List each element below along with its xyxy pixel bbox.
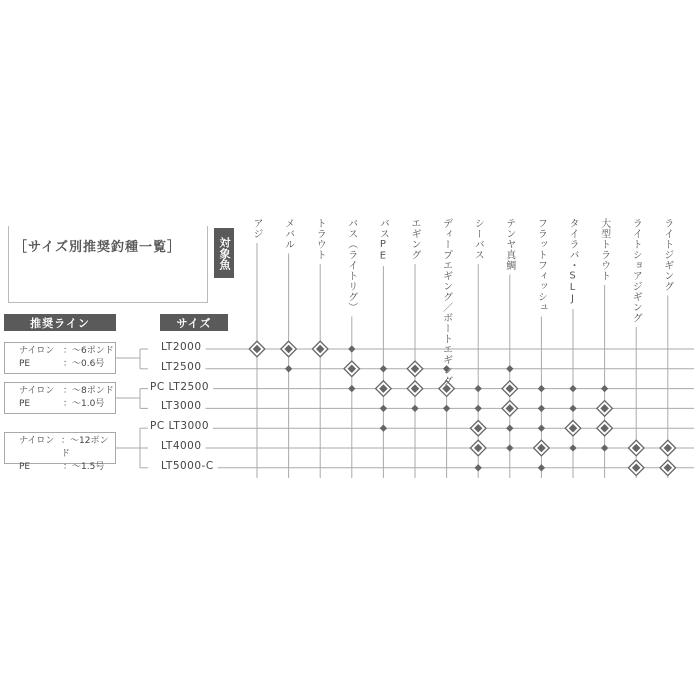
suitable-marker bbox=[601, 385, 608, 392]
line-value: ：～12ポンド bbox=[61, 436, 109, 459]
suitable-marker bbox=[380, 405, 387, 412]
fish-column-label: ディープエギング／ボートエギング bbox=[440, 218, 452, 386]
line-type: PE bbox=[19, 462, 31, 472]
fish-column-label: バス（ライトリグ） bbox=[345, 218, 357, 313]
line-type: ナイロン bbox=[19, 436, 55, 446]
suitable-marker bbox=[475, 385, 482, 392]
suitable-marker bbox=[285, 365, 292, 372]
suitable-marker bbox=[569, 444, 576, 451]
size-row-label: LT3000 bbox=[161, 400, 202, 413]
suitable-marker bbox=[506, 444, 513, 451]
suitable-marker bbox=[506, 425, 513, 432]
fish-column-label: タイラバ・SLJ bbox=[567, 218, 578, 305]
size-row-label: PC LT2500 bbox=[150, 380, 210, 393]
fish-column-label: シーバス bbox=[472, 218, 484, 260]
fish-column-label: ライトジギング bbox=[661, 218, 673, 292]
suitable-marker bbox=[538, 385, 545, 392]
line-value: ：～6ポンド bbox=[63, 346, 114, 356]
fish-column-label: メバル bbox=[282, 218, 294, 250]
page-title: ［サイズ別推奨釣種一覧］ bbox=[14, 240, 181, 255]
suitable-marker bbox=[569, 385, 576, 392]
suitable-marker bbox=[538, 405, 545, 412]
suitable-marker bbox=[601, 444, 608, 451]
fish-column-label: トラウト bbox=[314, 218, 326, 260]
suitable-marker bbox=[411, 405, 418, 412]
suitable-marker bbox=[348, 345, 355, 352]
size-row-label: LT2500 bbox=[161, 360, 202, 373]
suitable-marker bbox=[538, 425, 545, 432]
size-row-label: LT5000-C bbox=[161, 459, 214, 472]
suitable-marker bbox=[475, 405, 482, 412]
size-row-label: PC LT3000 bbox=[150, 420, 210, 433]
size-row-label: LT4000 bbox=[161, 440, 202, 452]
suitable-marker bbox=[348, 385, 355, 392]
suitable-marker bbox=[569, 405, 576, 412]
line-type: ナイロン bbox=[19, 386, 55, 396]
fish-column-label: バスPE bbox=[377, 218, 389, 262]
line-type: ナイロン bbox=[19, 346, 55, 356]
suitable-marker bbox=[475, 464, 482, 471]
line-value: ：～0.6号 bbox=[63, 359, 105, 369]
header-recommended-line: 推奨ライン bbox=[4, 314, 116, 331]
line-value: ：～1.5号 bbox=[63, 462, 105, 472]
fish-column-label: エギング bbox=[409, 218, 420, 260]
fish-column-label: テンヤ真鯛 bbox=[503, 218, 515, 271]
fish-column-label: 大型トラウト bbox=[598, 218, 610, 281]
suitable-marker bbox=[506, 365, 513, 372]
line-type: PE bbox=[19, 359, 31, 369]
suitable-marker bbox=[538, 464, 545, 471]
line-type: PE bbox=[19, 399, 31, 409]
fish-column-label: ライトショアジギング bbox=[630, 218, 642, 323]
suitable-marker bbox=[380, 425, 387, 432]
suitable-marker bbox=[443, 405, 450, 412]
suitable-marker bbox=[380, 365, 387, 372]
line-value: ：～8ポンド bbox=[63, 386, 114, 396]
fish-column-label: アジ bbox=[251, 218, 262, 239]
line-value: ：～1.0号 bbox=[63, 399, 105, 409]
header-size: サイズ bbox=[160, 314, 228, 331]
header-target-fish: 対象魚 bbox=[214, 228, 234, 278]
size-row-label: LT2000 bbox=[161, 341, 202, 353]
fish-column-label: フラットフィッシュ bbox=[535, 218, 547, 313]
